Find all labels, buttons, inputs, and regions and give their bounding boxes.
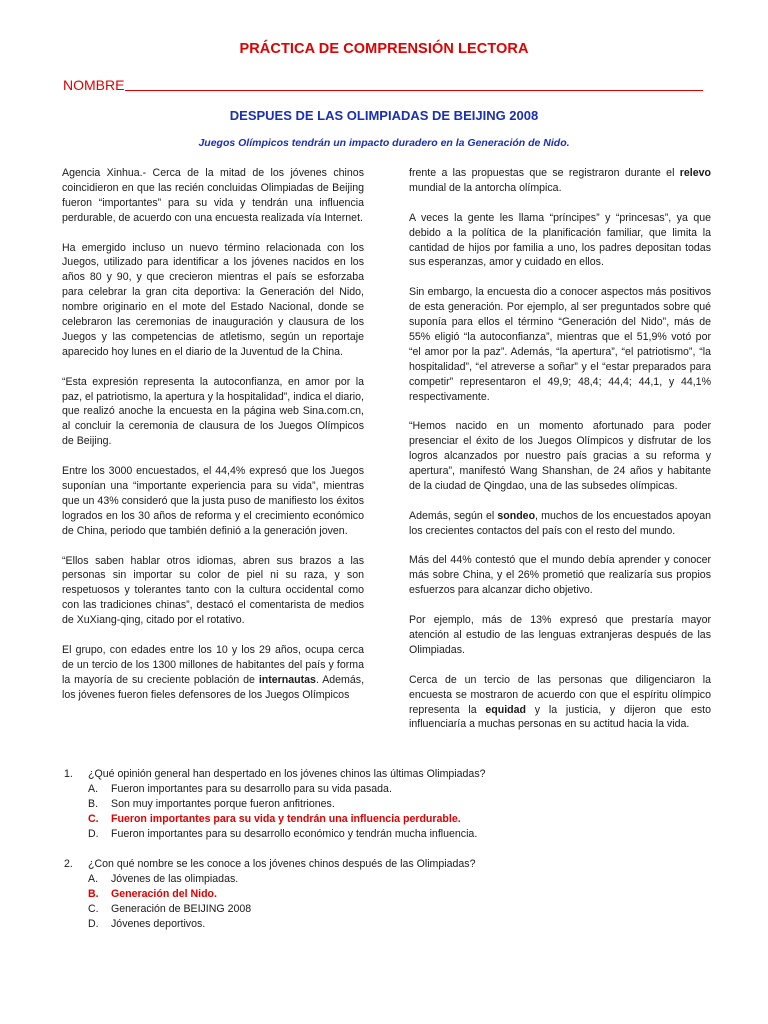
paragraph-text: Además, según el <box>409 509 498 522</box>
answer-option <box>88 917 714 932</box>
option-letter: C. <box>88 903 99 915</box>
answer-options <box>88 782 714 842</box>
option-letter: D. <box>88 918 99 930</box>
answer-option <box>88 782 714 797</box>
name-blank-line <box>125 76 703 91</box>
article-paragraph: Sin embargo, la encuesta dio a conocer aspectos más positivos de esta generación. Por ejemplo, al ser preguntados sobre qué suponía para ellos el término “Generación del Nido”, más de 55% eligió “la autoconfianza”, mientras que el 51,9% votó por “el amor por la paz”. Además, “la apertura”, “el patriotismo”, “la hospitalidad”, “el atreverse a soñar” y el “estar preparados para competir” representaron el 49,9; 48,4; 44,4; 44,1, y 44,1% respectivamente. <box>409 286 711 403</box>
bold-term: equidad <box>485 703 527 716</box>
question-row <box>64 857 714 872</box>
article-paragraph: Ha emergido incluso un nuevo término relacionada con los Juegos, utilizado para identificar a los jóvenes nacidos en los años 80 y 90, y que crecieron mientras el país se esforzaba para celebrar la gran cita deportiva: la Generación del Nido, nombre originario en el mote del Estado Nacional, donde se celebraron las ceremonias de inauguración y clausura de los Juegos y las competencias de atletismo, según un reportaje aparecido hoy lunes en el diario de la Juventud de la China. <box>62 241 364 358</box>
article-paragraph: “Ellos saben hablar otros idiomas, abren sus brazos a las personas sin importar su color de piel ni su raza, y son respetuosos y tolerantes tanto con la cultura occidental como con las tradiciones chinas”, destacó el comentarista de medios de XuXiang-qing, citado por el rotativo. <box>62 554 364 627</box>
option-text: Generación de BEIJING 2008 <box>111 903 252 915</box>
option-text: Generación del Nido. <box>111 888 217 900</box>
page-title: PRÁCTICA DE COMPRENSIÓN LECTORA <box>239 41 529 57</box>
question-item <box>64 767 714 842</box>
name-label: NOMBRE <box>63 77 125 93</box>
paragraph-text: . Además, los jóvenes fueron fieles defensores de los Juegos Olímpicos <box>62 673 365 701</box>
article-paragraph: Entre los 3000 encuestados, el 44,4% expresó que los Juegos suponían una “importante experiencia para su vida”, mientras que un 43% consideró que la justa puso de manifiesto los éxitos logrados en los 30 años de reforma y el crecimiento económico de China, periodo que también definió a la generación joven. <box>62 465 364 537</box>
option-letter: C. <box>88 813 99 825</box>
bold-term: internautas <box>258 673 316 686</box>
question-text: ¿Con qué nombre se les conoce a los jóvenes chinos después de las Olimpiadas? <box>88 858 476 870</box>
option-letter: A. <box>88 783 99 795</box>
option-letter: A. <box>88 873 99 885</box>
answer-option <box>88 872 714 887</box>
bold-term: relevo <box>679 167 711 179</box>
question-number: 1. <box>64 768 73 780</box>
paragraph-text: frente a las propuestas que se registraron durante el <box>409 167 680 179</box>
option-text: Fueron importantes para su desarrollo económico y tendrán mucha influencia. <box>111 828 478 840</box>
option-text: Fueron importantes para su vida y tendrán una influencia perdurable. <box>111 813 461 825</box>
bold-term: sondeo <box>497 509 536 522</box>
option-letter: B. <box>88 888 99 900</box>
article-column-left <box>62 166 364 717</box>
article-paragraph: “Hemos nacido en un momento afortunado para poder presenciar el éxito de los Juegos Olímpicos y disfrutar de los logros alcanzados por nuestro país gracias a su reforma y apertura”, manifestó Wang Shanshan, de 24 años y habitante de la ciudad de Qingdao, una de las subsedes olímpicas. <box>409 420 711 492</box>
question-item <box>64 857 714 932</box>
article-lead: Juegos Olímpicos tendrán un impacto duradero en la Generación de Nido. <box>198 137 570 149</box>
article-title: DESPUES DE LAS OLIMPIADAS DE BEIJING 2008 <box>229 108 539 123</box>
article-paragraph: Por ejemplo, más de 13% expresó que prestaría mayor atención al estudio de las lenguas extranjeras después de las Olimpiadas. <box>409 614 711 656</box>
article-column-right <box>409 166 711 747</box>
paragraph-text: , muchos de los encuestados apoyan los crecientes contactos del país con el resto del mundo. <box>409 509 711 537</box>
paragraph-text: y la justicia, y dijeron que esto influenciaría a muchas personas en su actitud hacia la vida. <box>409 703 711 731</box>
article-paragraph <box>62 643 364 703</box>
article-paragraph <box>409 673 711 733</box>
option-letter: B. <box>88 798 99 810</box>
option-text: Jóvenes deportivos. <box>111 918 206 930</box>
article-paragraph: Más del 44% contestó que el mundo debía aprender y conocer más sobre China, y el 26% prometió que realizaría sus propios esfuerzos para alcanzar dicho objetivo. <box>409 554 711 597</box>
answer-option <box>88 797 714 812</box>
question-row <box>64 767 714 782</box>
option-text: Son muy importantes porque fueron anfitriones. <box>111 798 335 810</box>
paragraph-text: mundial de la antorcha olímpica. <box>409 181 562 194</box>
answer-option-correct <box>88 812 714 827</box>
option-text: Fueron importantes para su desarrollo para su vida pasada. <box>111 783 392 795</box>
answer-option-correct <box>88 887 714 902</box>
article-paragraph: A veces la gente les llama “príncipes” y “princesas”, ya que debido a la política de la planificación familiar, que limita la cantidad de hijos por familia a uno, los padres depositan todas sus esperanzas, amor y cuidado en ellos. <box>409 211 711 269</box>
name-field-row <box>63 76 703 93</box>
answer-option <box>88 827 714 842</box>
article-paragraph <box>409 166 711 196</box>
answer-options <box>88 872 714 932</box>
option-letter: D. <box>88 828 99 840</box>
question-text: ¿Qué opinión general han despertado en los jóvenes chinos las últimas Olimpiadas? <box>88 768 486 780</box>
article-paragraph <box>409 509 711 539</box>
article-paragraph: Agencia Xinhua.- Cerca de la mitad de los jóvenes chinos coincidieron en que las recién concluidas Olimpiadas de Beijing fueron “importantes” para su vida y tendrán una influencia perdurable, de acuerdo con una encuesta realizada vía Internet. <box>62 167 364 224</box>
paragraph-text: El grupo, con edades entre los 10 y los 29 años, ocupa cerca de un tercio de los 1300 millones de habitantes del país y forma la mayoría de su creciente población de <box>62 643 364 686</box>
paragraph-text: Cerca de un tercio de las personas que diligenciaron la encuesta se mostraron de acuerdo con que el espíritu olímpico representa la <box>409 673 711 716</box>
option-text: Jóvenes de las olimpiadas. <box>111 873 239 885</box>
answer-option <box>88 902 714 917</box>
questions-section <box>64 767 714 932</box>
article-paragraph: “Esta expresión representa la autoconfianza, en amor por la paz, el patriotismo, la apertura y la hospitalidad”, indica el diario, que realizó anoche la encuesta en la página web Sina.com.cn, al concluir la ceremonia de clausura de los Juegos Olímpicos de Beijing. <box>62 375 364 448</box>
question-number: 2. <box>64 858 73 870</box>
